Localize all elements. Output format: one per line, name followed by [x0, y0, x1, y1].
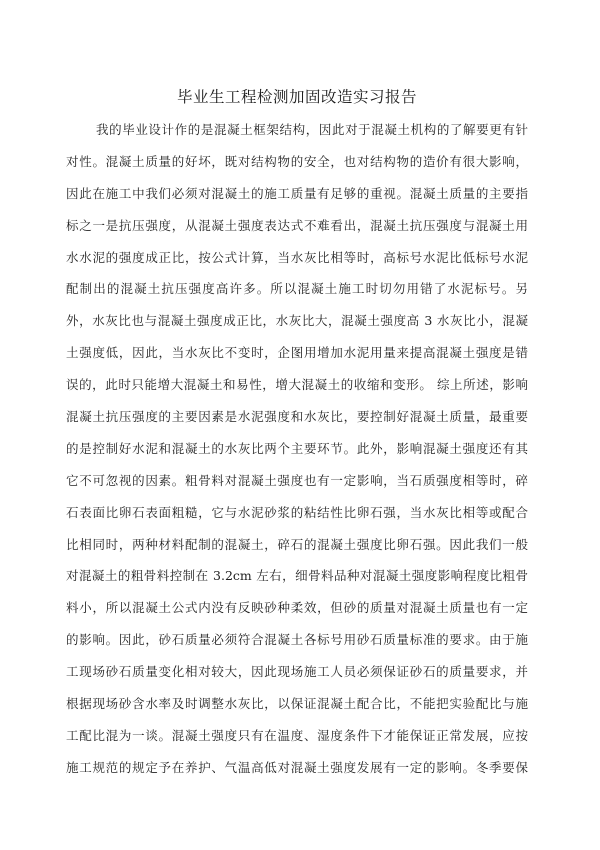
body-line: 根据现场砂含水率及时调整水灰比，以保证混凝土配合比，不能把实验配比与施 [66, 696, 528, 712]
body-line: 工配比混为一谈。混凝土强度只有在温度、湿度条件下才能保证正常发展，应按 [66, 727, 528, 743]
document-body [66, 114, 528, 784]
body-line: 混凝土抗压强度的主要因素是水泥强度和水灰比，要控制好混凝土质量，最重要 [66, 409, 528, 425]
body-line: 对混凝土的粗骨料控制在 3.2cm 左右，细骨料品种对混凝土强度影响程度比粗骨 [66, 568, 528, 584]
body-line: 它不可忽视的因素。粗骨料对混凝土强度也有一定影响，当石质强度相等时，碎 [66, 472, 528, 488]
body-line: 误的，此时只能增大混凝土和易性，增大混凝土的收缩和变形。 综上所述，影响 [66, 377, 528, 393]
body-line: 的影响。因此，砂石质量必须符合混凝土各标号用砂石质量标准的要求。由于施 [66, 632, 528, 648]
body-line: 石表面比卵石表面粗糙，它与水泥砂浆的粘结性比卵石强，当水灰比相等或配合 [66, 504, 528, 520]
body-line: 因此在施工中我们必须对混凝土的施工质量有足够的重视。混凝土质量的主要指 [66, 185, 528, 201]
body-line: 标之一是抗压强度，从混凝土强度表达式不难看出，混凝土抗压强度与混凝土用 [66, 217, 528, 233]
body-line: 工现场砂石质量变化相对较大，因此现场施工人员必须保证砂石的质量要求，并 [66, 664, 528, 680]
paragraph-first-line: 我的毕业设计作的是混凝土框架结构，因此对于混凝土机构的了解要更有针 [96, 122, 528, 137]
document-title: 毕业生工程检测加固改造实习报告 [176, 88, 417, 106]
body-line: 配制出的混凝土抗压强度高许多。所以混凝土施工时切勿用错了水泥标号。另 [66, 281, 528, 297]
body-line: 料小，所以混凝土公式内没有反映砂种柔效，但砂的质量对混凝土质量也有一定 [66, 600, 528, 616]
body-line: 施工规范的规定予在养护、气温高低对混凝土强度发展有一定的影响。冬季要保 [66, 759, 528, 775]
body-line: 外，水灰比也与混凝土强度成正比，水灰比大，混凝土强度高 3 水灰比小，混凝 [66, 313, 528, 329]
body-line: 对性。混凝土质量的好坏，既对结构物的安全，也对结构物的造价有很大影响， [66, 153, 528, 169]
body-line: 水水泥的强度成正比，按公式计算，当水灰比相等时，高标号水泥比低标号水泥 [66, 249, 528, 265]
body-line: 土强度低，因此，当水灰比不变时，企图用增加水泥用量来提高混凝土强度是错 [66, 345, 528, 361]
body-line: 的是控制好水泥和混凝土的水灰比两个主要环节。此外，影响混凝土强度还有其 [66, 440, 528, 456]
body-line: 比相同时，两种材料配制的混凝土，碎石的混凝土强度比卵石强。因此我们一般 [66, 536, 528, 552]
